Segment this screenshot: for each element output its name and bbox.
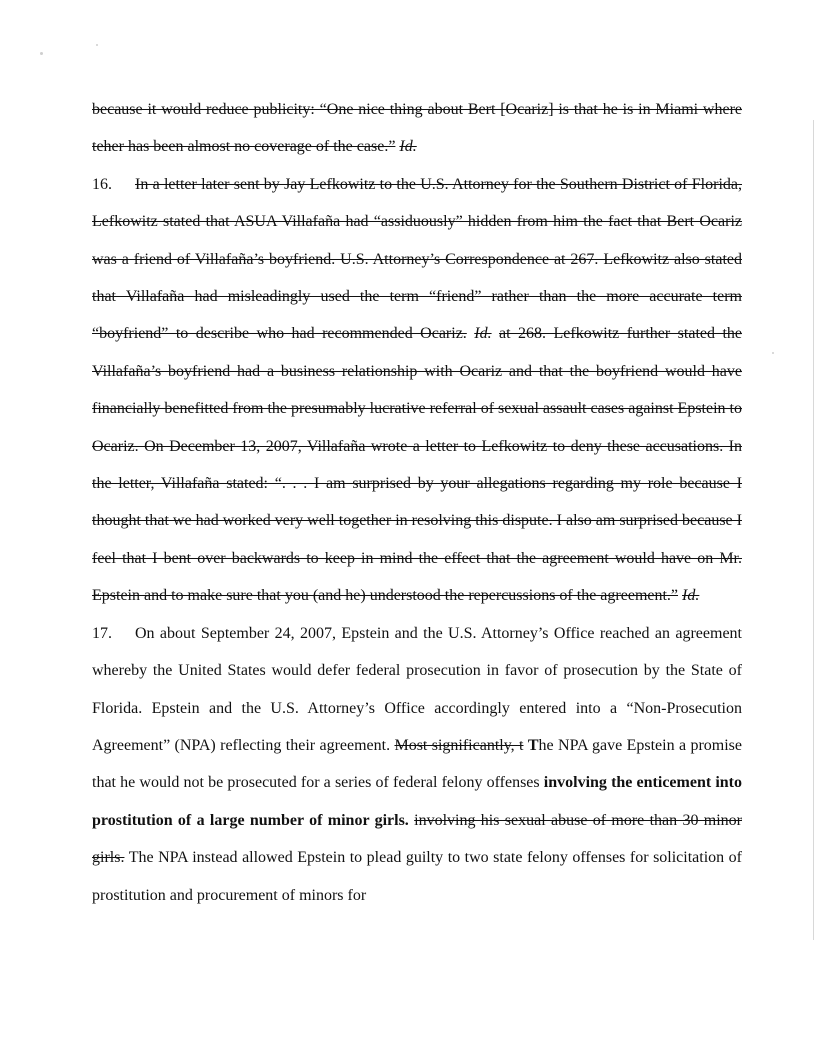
- citation-id: Id.: [474, 325, 492, 343]
- scan-speck: [96, 44, 98, 46]
- paragraph-intro: [92, 91, 742, 166]
- paragraph-16: [92, 166, 742, 615]
- struck-text: In a letter later sent by Jay Lefkowitz to the U.S. Attorney for the Southern District of Florida, Lefkowitz stated that ASUA Villafaña had “assiduously” hidden from him the fact that Bert Ocariz was a friend of Villafaña’s boyfriend. U.S. Attorney’s Correspondence at 267. Lefkowitz also stated that Villafaña had misleadingly used the term “friend” rather than the more accurate term “boyfriend” to describe who had recommended Ocariz.: [92, 175, 742, 343]
- scan-edge-line: [813, 120, 814, 940]
- document-body: [92, 91, 742, 914]
- struck-text: Most significantly, t: [394, 736, 524, 754]
- scan-speck: [40, 52, 43, 55]
- citation-id: Id.: [682, 587, 700, 605]
- paragraph-number: 17.: [92, 624, 112, 642]
- body-text: he NPA gave Epstein a promise that he would not be prosecuted for a series of federal felony offenses: [92, 736, 742, 792]
- paragraph-17: [92, 615, 742, 914]
- body-text: The NPA instead allowed Epstein to plead guilty to two state felony offenses for solicitation of prostitution and procurement of minors for: [92, 849, 743, 904]
- scan-speck: [772, 352, 774, 354]
- body-text: On about September 24, 2007, Epstein and the U.S. Attorney’s Office reached an agreement whereby the United States would defer federal prosecution in favor of prosecution by the State of Florida. Epstein and the U.S. Attorney’s Office accordingly entered into a “Non-Prosecution Agreement” (NPA) reflecting their agreement.: [92, 624, 742, 754]
- struck-text: at 268. Lefkowitz further stated the Villafaña’s boyfriend had a business relationship with Ocariz and that the boyfriend would have financially benefitted from the presumably lucrative referral of sexual assault cases against Epstein to Ocariz. On December 13, 2007, Villafaña wrote a letter to Lefkowitz to deny these accusations. In the letter, Villafaña stated: “. . . I am surprised by your allegations regarding my role because I thought that we had worked very well together in resolving this dispute. I also am surprised because I feel that I bent over backwards to keep in mind the effect that the agreement would have on Mr. Epstein and to make sure that you (and he) understood the repercussions of the agreement.”: [92, 325, 742, 605]
- struck-text: involving his sexual abuse of more than 30 minor girls.: [92, 811, 742, 867]
- paragraph-number: 16.: [92, 175, 112, 193]
- struck-text: because it would reduce publicity: “One nice thing about Bert [Ocariz] is that he is in Miami where teher has been almost no coverage of the case.”: [92, 101, 742, 156]
- inserted-bold-text: involving the enticement into prostitution of a large number of minor girls.: [92, 774, 743, 829]
- citation-id: Id.: [399, 138, 417, 156]
- inserted-bold-text: T: [527, 736, 539, 754]
